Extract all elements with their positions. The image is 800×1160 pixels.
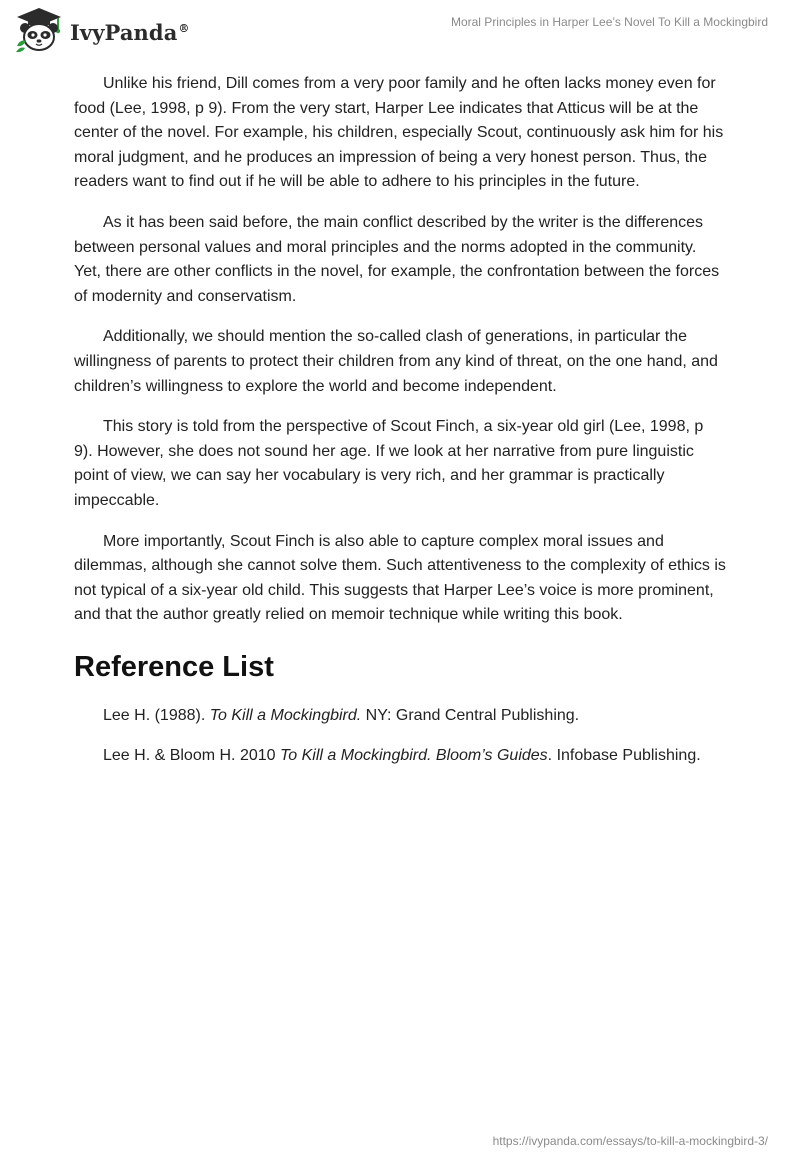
- body-paragraph: This story is told from the perspective of Scout Finch, a six-year old girl (Lee, 1998, p 9). However, she does not sound her age. If we look at her narrative from pure linguistic point of view, we can say her vocabulary is very rich, and her grammar is practically impeccable.: [74, 418, 704, 509]
- brand-name: IvyPanda®: [70, 19, 190, 45]
- reference-authors: Lee H. & Bloom H. 2010: [103, 747, 280, 765]
- ivypanda-logo[interactable]: [14, 6, 190, 54]
- body-paragraph: More importantly, Scout Finch is also able to capture complex moral issues and dilemmas, although she cannot solve them. Such attentiveness to the complexity of ethics is not typical of a six-year old child. This suggests that Harper Lee’s voice is more prominent, and that the author greatly relied on memoir technique while writing this book.: [74, 532, 726, 624]
- body-paragraph: Unlike his friend, Dill comes from a very poor family and he often lacks money even for food (Lee, 1998, p 9). From the very start, Harper Lee indicates that Atticus will be at the center of the novel. For example, his children, especially Scout, continuously ask him for his moral judgment, and he produces an impression of being a very honest person. Thus, the readers want to find out if he will be able to adhere to his principles in the future.: [74, 75, 724, 191]
- registered-mark: ®: [178, 21, 190, 35]
- reference-title: To Kill a Mockingbird. Bloom’s Guides: [279, 747, 548, 765]
- reference-authors: Lee H. (1988).: [103, 706, 210, 724]
- reference-publisher: NY: Grand Central Publishing.: [361, 706, 580, 724]
- reference-title: To Kill a Mockingbird.: [209, 706, 362, 724]
- reference-item: [74, 744, 726, 769]
- footer-url-link[interactable]: https://ivypanda.com/essays/to-kill-a-mockingbird-3/: [492, 1134, 768, 1148]
- document-title: Moral Principles in Harper Lee’s Novel To Kill a Mockingbird: [450, 15, 768, 29]
- reference-publisher: . Infobase Publishing.: [547, 747, 701, 765]
- panda-graduate-icon: [14, 6, 64, 54]
- page-header: [0, 0, 800, 60]
- body-paragraph: Additionally, we should mention the so-called clash of generations, in particular the willingness of parents to protect their children from any kind of threat, on the one hand, and children’s willingness to explore the world and become independent.: [74, 328, 718, 395]
- reference-list-heading: Reference List: [74, 650, 274, 683]
- reference-item: [74, 704, 726, 729]
- body-paragraph: As it has been said before, the main conflict described by the writer is the differences between personal values and moral principles and the norms adopted in the community. Yet, there are other conflicts in the novel, for example, the confrontation between the forces of modernity and conservatism.: [74, 213, 720, 305]
- essay-content: [74, 72, 726, 785]
